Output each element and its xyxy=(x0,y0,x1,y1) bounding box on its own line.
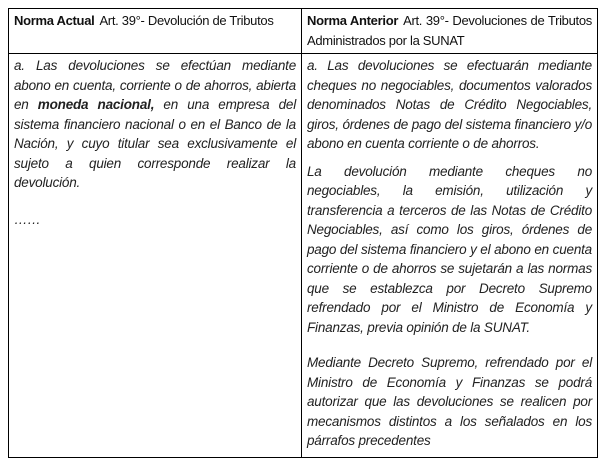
body-cell-norma-anterior xyxy=(302,54,598,458)
table-body-row xyxy=(9,54,598,458)
norma-actual-paragraph-1 xyxy=(14,56,296,193)
norma-actual-title: Art. 39°- Devolución de Tributos xyxy=(99,13,274,28)
table-header-row xyxy=(9,9,598,54)
norma-anterior-paragraph-3: Mediante Decreto Supremo, refrendado por el Ministro de Economía y Finanzas se podrá autorizar que las devoluciones se realicen por mecanismos distintos a los señalados en los párrafos precedentes xyxy=(307,355,592,448)
moneda-nacional-bold-text: moneda nacional, xyxy=(37,97,155,112)
comparison-table xyxy=(8,8,598,458)
header-cell-norma-actual xyxy=(9,9,302,54)
header-line-norma-actual xyxy=(14,13,274,28)
norma-anterior-title: Art. 39°- Devoluciones de Tributos Administrados por la SUNAT xyxy=(307,13,592,48)
norma-anterior-paragraph-2: La devolución mediante cheques no negociables, la emisión, utilización y transferencia a terceros de las Notas de Crédito Negociables, así como los giros, órdenes de pago del sistema financiero y el abono en cuenta corriente o de ahorros se sujetarán a las normas que se establezca por Decreto Supremo refrendado por el Ministro de Economía y Finanzas, previa opinión de la SUNAT. xyxy=(307,163,592,335)
norma-actual-p1-text-start: a. Las devoluciones se efectúan mediante abono en cuenta, corriente o de ahorros, abierta en xyxy=(14,58,296,112)
header-cell-norma-anterior xyxy=(302,9,598,54)
ellipsis-paragraph: …… xyxy=(14,211,41,227)
norma-actual-p1-text-end: en una empresa del sistema financiero nacional o en el Banco de la Nación, y cuyo titular sea exclusivamente el sujeto a quien corresponde realizar la devolución. xyxy=(14,97,297,190)
norma-anterior-label: Norma Anterior xyxy=(307,13,399,28)
norma-anterior-paragraph-1: a. Las devoluciones se efectuarán mediante cheques no negociables, documentos valorados denominados Notas de Crédito Negociables, giros, órdenes de pago del sistema financiero y/o abono en cuenta corriente o de ahorros. xyxy=(307,58,592,151)
body-cell-norma-actual xyxy=(9,54,302,458)
norma-actual-label: Norma Actual xyxy=(14,13,95,28)
